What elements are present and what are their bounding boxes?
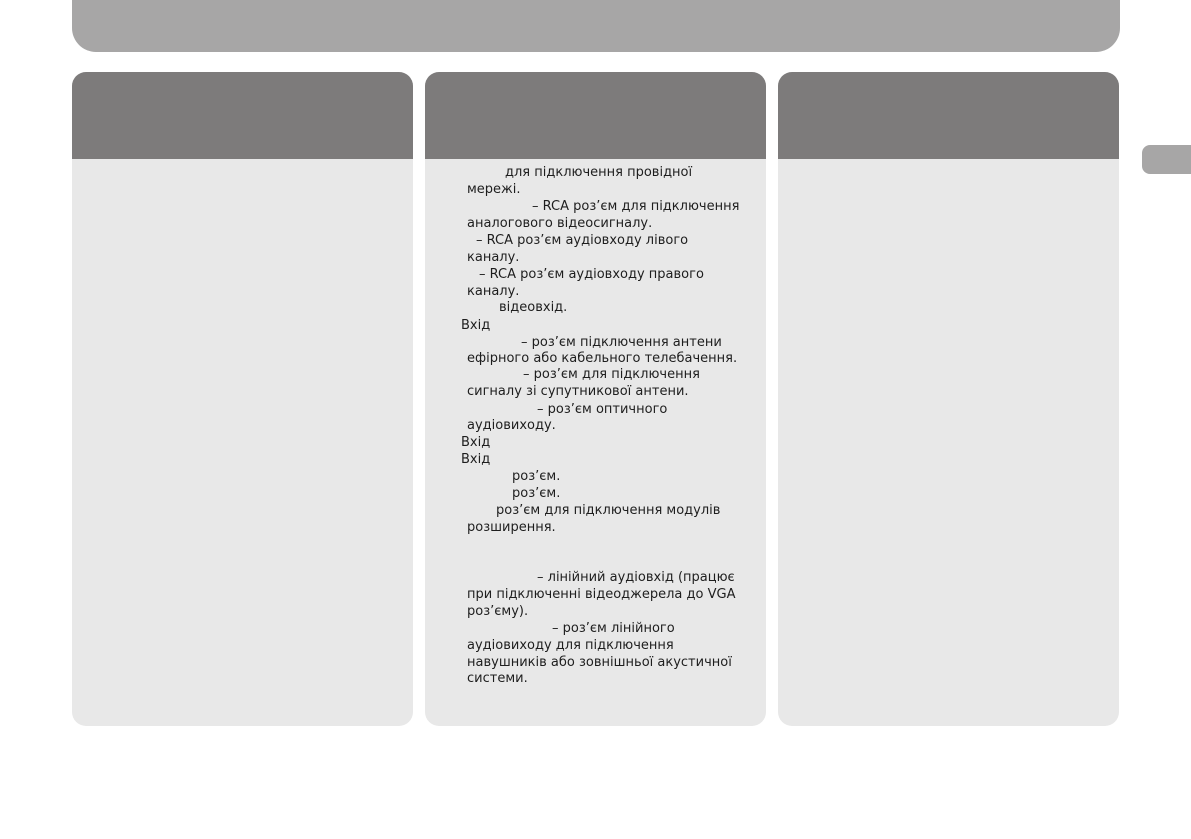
text-line: – роз’єм для підключення xyxy=(523,367,700,382)
text-line: – роз’єм підключення антени xyxy=(521,335,722,350)
text-line: роз’єм для підключення модулів xyxy=(496,503,721,518)
right-column-header xyxy=(778,72,1119,159)
side-tab xyxy=(1142,145,1191,174)
text-line: розширення. xyxy=(467,520,556,535)
left-column-panel xyxy=(72,72,413,726)
text-line: роз’єм. xyxy=(512,469,561,484)
text-line: каналу. xyxy=(467,250,520,265)
text-line: – роз’єм лінійного xyxy=(552,621,675,636)
text-line: роз’єм. xyxy=(512,486,561,501)
text-line: для підключення провідної xyxy=(505,165,693,180)
text-line: навушників або зовнішньої акустичної xyxy=(467,655,732,670)
text-line: при підключенні відеоджерела до VGA xyxy=(467,587,736,602)
text-line: – RCA роз’єм для підключення xyxy=(532,199,740,214)
text-line: аудіовиходу. xyxy=(467,418,556,433)
text-line: Вхід xyxy=(461,318,491,333)
text-line: ефірного або кабельного телебачення. xyxy=(467,351,738,366)
text-line: Вхід xyxy=(461,452,491,467)
text-line: – лінійний аудіовхід (працює xyxy=(537,570,735,585)
text-line: аналогового відеосигналу. xyxy=(467,216,653,231)
text-line: відеовхід. xyxy=(499,300,568,315)
text-line: аудіовиходу для підключення xyxy=(467,638,674,653)
right-column-panel xyxy=(778,72,1119,726)
left-column-header xyxy=(72,72,413,159)
text-line: – RCA роз’єм аудіовходу лівого xyxy=(476,233,689,248)
middle-column-header xyxy=(425,72,766,159)
text-line: – RCA роз’єм аудіовходу правого xyxy=(479,267,704,282)
text-line: Вхід xyxy=(461,435,491,450)
text-line: – роз’єм оптичного xyxy=(537,402,668,417)
text-line: мережі. xyxy=(467,182,521,197)
text-line: роз’єму). xyxy=(467,604,529,619)
text-line: сигналу зі супутникової антени. xyxy=(467,384,689,399)
text-line: системи. xyxy=(467,671,528,686)
top-banner xyxy=(72,0,1120,52)
text-line: каналу. xyxy=(467,284,520,299)
